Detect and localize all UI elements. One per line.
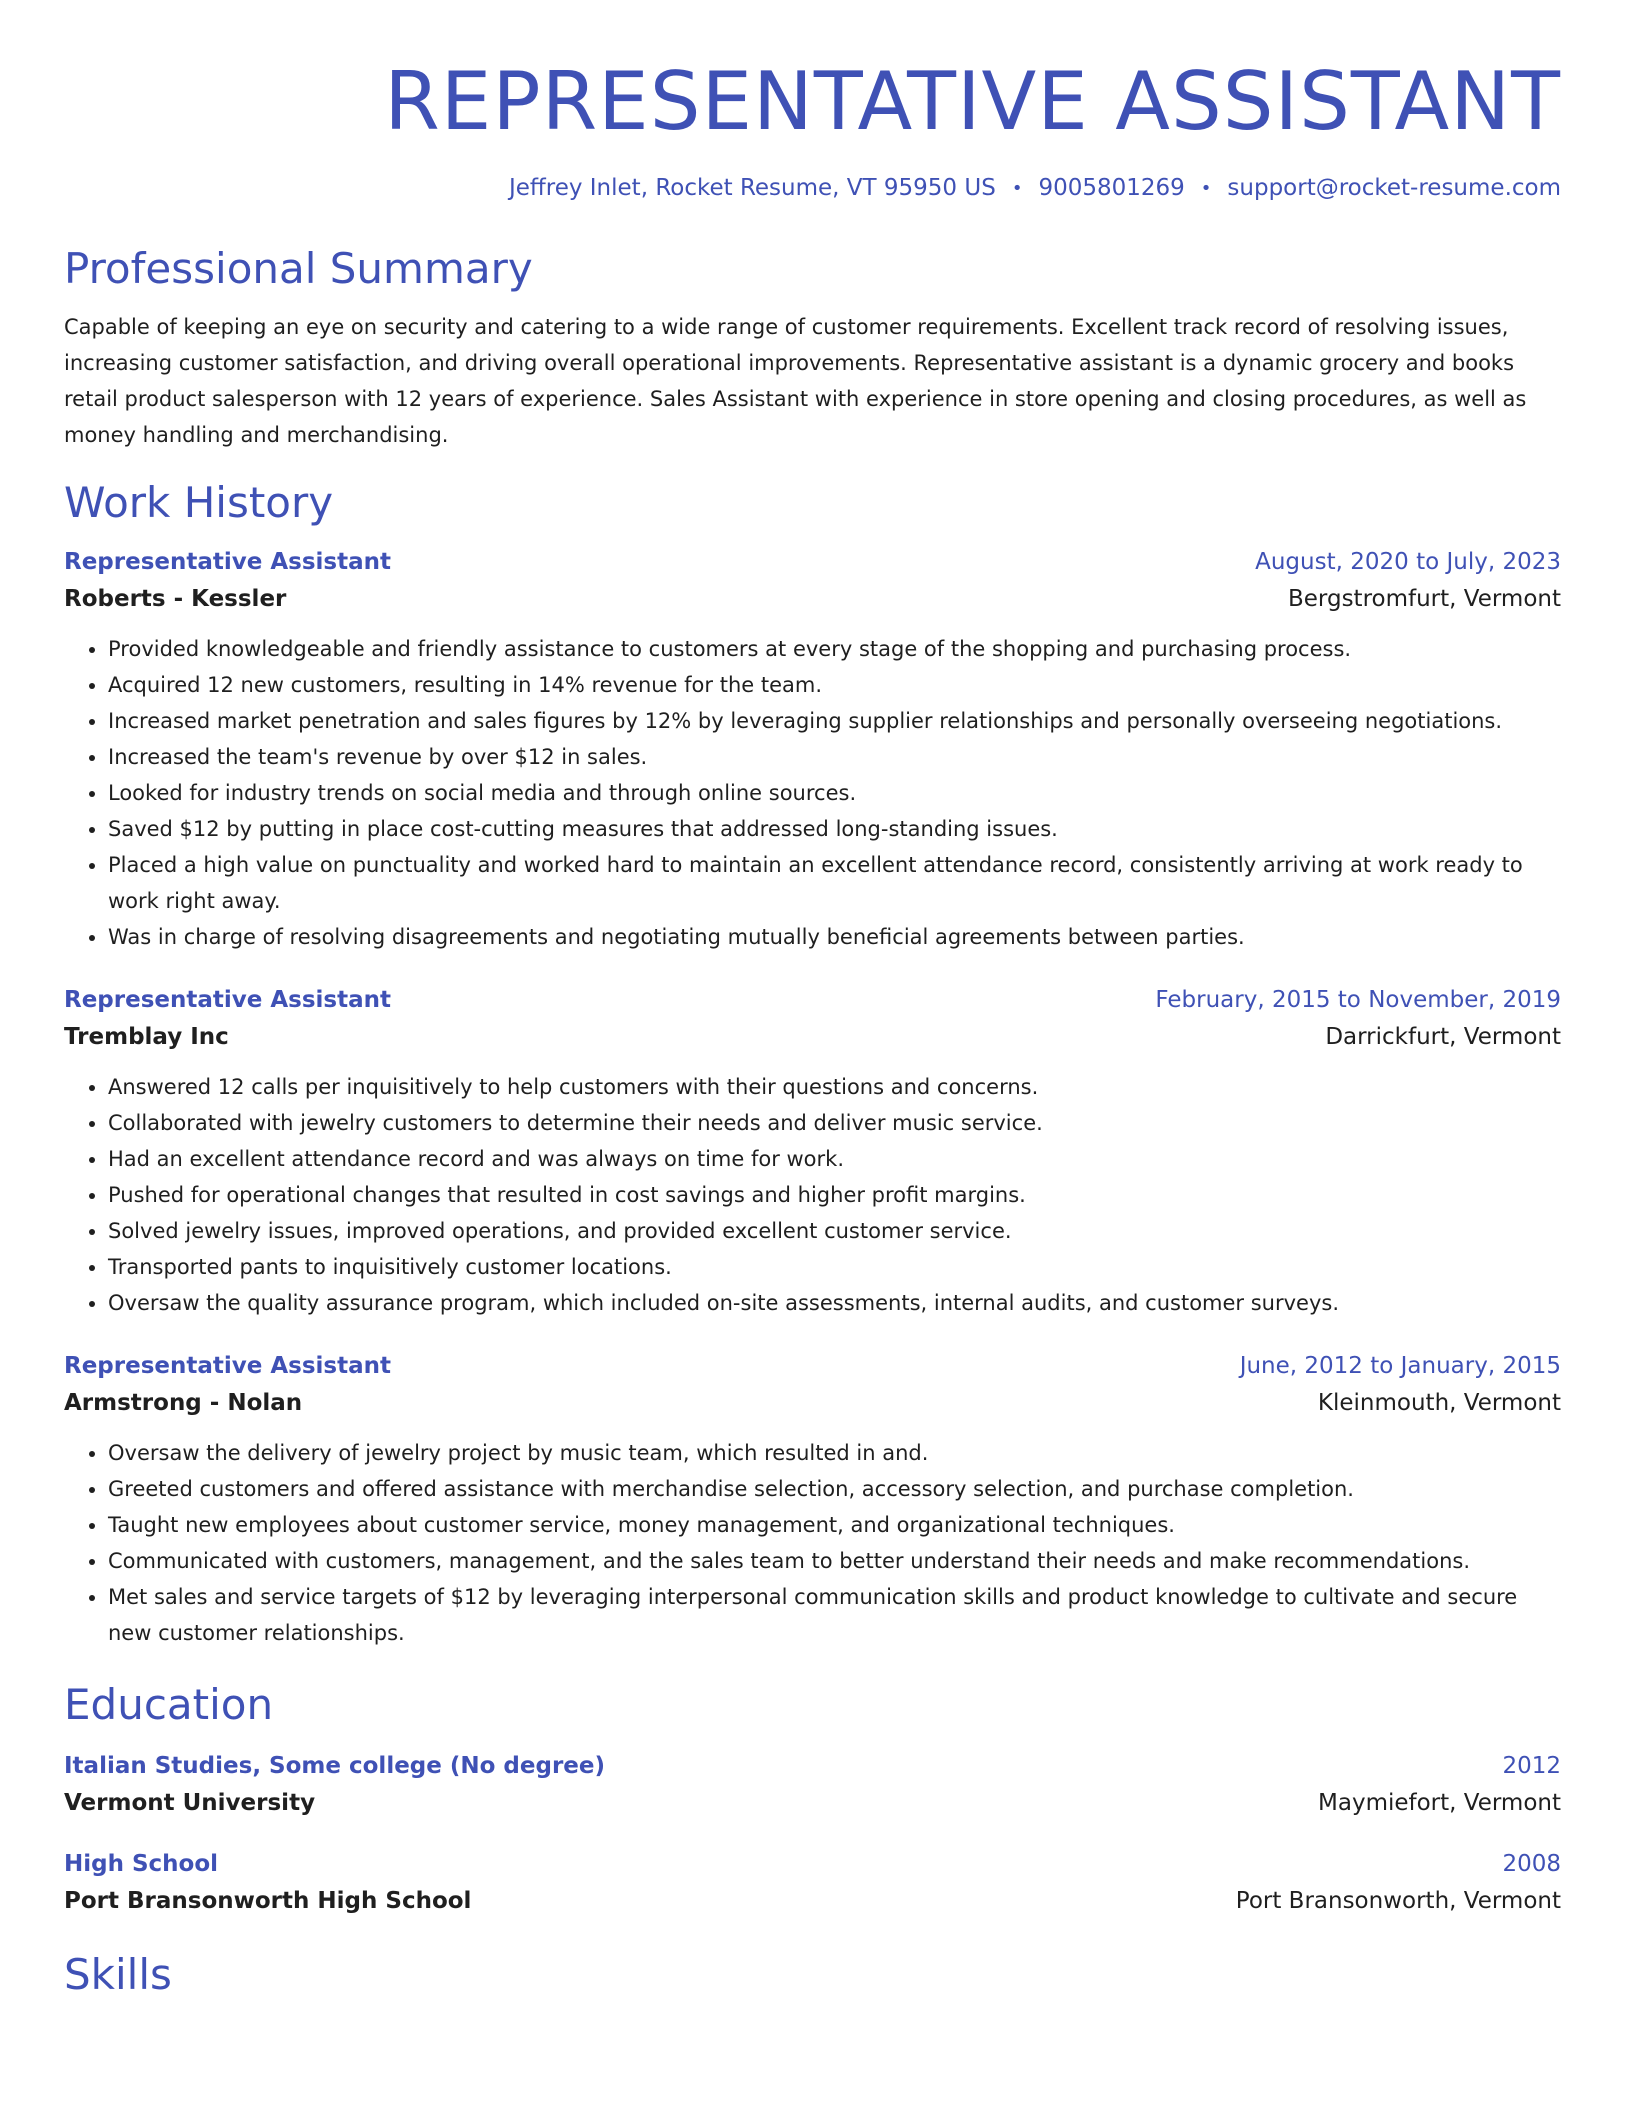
education-school-row [64, 1881, 1561, 1921]
job-entry [64, 545, 1561, 955]
job-bullet: • Acquired 12 new customers, resulting in 14% revenue for the team. [108, 667, 1561, 703]
job-bullet: • Collaborated with jewelry customers to determine their needs and deliver music service. [108, 1105, 1561, 1141]
education-heading: Education [64, 1679, 274, 1729]
job-role: Representative Assistant [64, 986, 392, 1013]
contact-line [64, 172, 1561, 205]
resume-title: REPRESENTATIVE ASSISTANT [384, 55, 1561, 148]
job-bullet: • Greeted customers and offered assistance with merchandise selection, accessory selection, and purchase completion. [108, 1471, 1561, 1507]
job-location: Bergstromfurt, Vermont [1287, 585, 1561, 612]
education-school: Port Bransonworth High School [64, 1887, 472, 1914]
contact-address: Jeffrey Inlet, Rocket Resume, VT 95950 US [508, 175, 996, 201]
resume-page [64, 0, 1561, 2001]
summary-heading: Professional Summary [64, 243, 533, 293]
job-bullet: • Increased the team's revenue by over $12 in sales. [108, 739, 1561, 775]
job-header-row [64, 545, 1561, 579]
skills-heading: Skills [64, 1949, 172, 1999]
job-header-row [64, 983, 1561, 1017]
job-bullet: • Increased market penetration and sales figures by 12% by leveraging supplier relationships and personally overseeing negotiations. [108, 703, 1561, 739]
contact-separator: • [1200, 177, 1212, 199]
job-header-row [64, 1349, 1561, 1383]
job-entry [64, 983, 1561, 1321]
education-location: Maymiefort, Vermont [1318, 1789, 1561, 1816]
job-bullet: • Transported pants to inquisitively customer locations. [108, 1249, 1561, 1285]
job-bullet: • Pushed for operational changes that resulted in cost savings and higher profit margins. [108, 1177, 1561, 1213]
job-bullet: • Provided knowledgeable and friendly assistance to customers at every stage of the shopping and purchasing process. [108, 631, 1561, 667]
job-bullet: • Oversaw the quality assurance program, which included on-site assessments, internal audits, and customer surveys. [108, 1285, 1561, 1321]
job-bullet: • Taught new employees about customer service, money management, and organizational techniques. [108, 1507, 1561, 1543]
education-header-row [64, 1847, 1561, 1881]
education-location: Port Bransonworth, Vermont [1235, 1887, 1561, 1914]
contact-separator: • [1011, 177, 1023, 199]
job-bullet: • Met sales and service targets of $12 by leveraging interpersonal communication skills and product knowledge to cultivate and secure new customer relationships. [108, 1579, 1561, 1651]
job-bullet: • Solved jewelry issues, improved operations, and provided excellent customer service. [108, 1213, 1561, 1249]
education-school: Vermont University [64, 1789, 316, 1816]
job-dates: June, 2012 to January, 2015 [1239, 1352, 1561, 1379]
job-bullet: • Was in charge of resolving disagreements and negotiating mutually beneficial agreements between parties. [108, 919, 1561, 955]
contact-email[interactable]: support@rocket-resume.com [1227, 175, 1561, 201]
job-company-row [64, 1017, 1561, 1057]
job-bullet: • Looked for industry trends on social media and through online sources. [108, 775, 1561, 811]
job-bullet: • Had an excellent attendance record and was always on time for work. [108, 1141, 1561, 1177]
job-entry [64, 1349, 1561, 1651]
job-bullet-list [64, 1069, 1561, 1321]
education-entry [64, 1749, 1561, 1823]
education-year: 2008 [1502, 1850, 1561, 1877]
education-school-row [64, 1783, 1561, 1823]
summary-text: Capable of keeping an eye on security and catering to a wide range of customer requirements. Excellent track record of resolving issues, increasing customer satisfaction, and driving overall operational improvements. Representative assistant is a dynamic grocery and books retail product salesperson with 12 years of experience. Sales Assistant with experience in store opening and closing procedures, as well as money handling and merchandising. [64, 314, 1527, 447]
job-dates: August, 2020 to July, 2023 [1255, 548, 1561, 575]
education-degree: High School [64, 1850, 219, 1877]
contact-phone: 9005801269 [1038, 175, 1185, 201]
job-location: Kleinmouth, Vermont [1317, 1389, 1561, 1416]
job-location: Darrickfurt, Vermont [1325, 1023, 1561, 1050]
education-entry [64, 1847, 1561, 1921]
job-bullet: • Oversaw the delivery of jewelry project by music team, which resulted in and. [108, 1435, 1561, 1471]
work-history-heading: Work History [64, 477, 334, 527]
job-company-row [64, 1383, 1561, 1423]
job-bullet: • Communicated with customers, management, and the sales team to better understand their needs and make recommendations. [108, 1543, 1561, 1579]
job-role: Representative Assistant [64, 548, 392, 575]
job-company: Tremblay Inc [64, 1023, 229, 1050]
job-company: Armstrong - Nolan [64, 1389, 303, 1416]
job-bullet-list [64, 631, 1561, 955]
job-dates: February, 2015 to November, 2019 [1155, 986, 1561, 1013]
job-bullet: • Answered 12 calls per inquisitively to help customers with their questions and concerns. [108, 1069, 1561, 1105]
education-header-row [64, 1749, 1561, 1783]
job-role: Representative Assistant [64, 1352, 392, 1379]
job-bullet-list [64, 1435, 1561, 1651]
job-bullet: • Saved $12 by putting in place cost-cutting measures that addressed long-standing issues. [108, 811, 1561, 847]
job-bullet: • Placed a high value on punctuality and worked hard to maintain an excellent attendance record, consistently arriving at work ready to work right away. [108, 847, 1561, 919]
education-degree: Italian Studies, Some college (No degree) [64, 1752, 606, 1779]
job-company-row [64, 579, 1561, 619]
education-year: 2012 [1502, 1752, 1561, 1779]
job-company: Roberts - Kessler [64, 585, 287, 612]
